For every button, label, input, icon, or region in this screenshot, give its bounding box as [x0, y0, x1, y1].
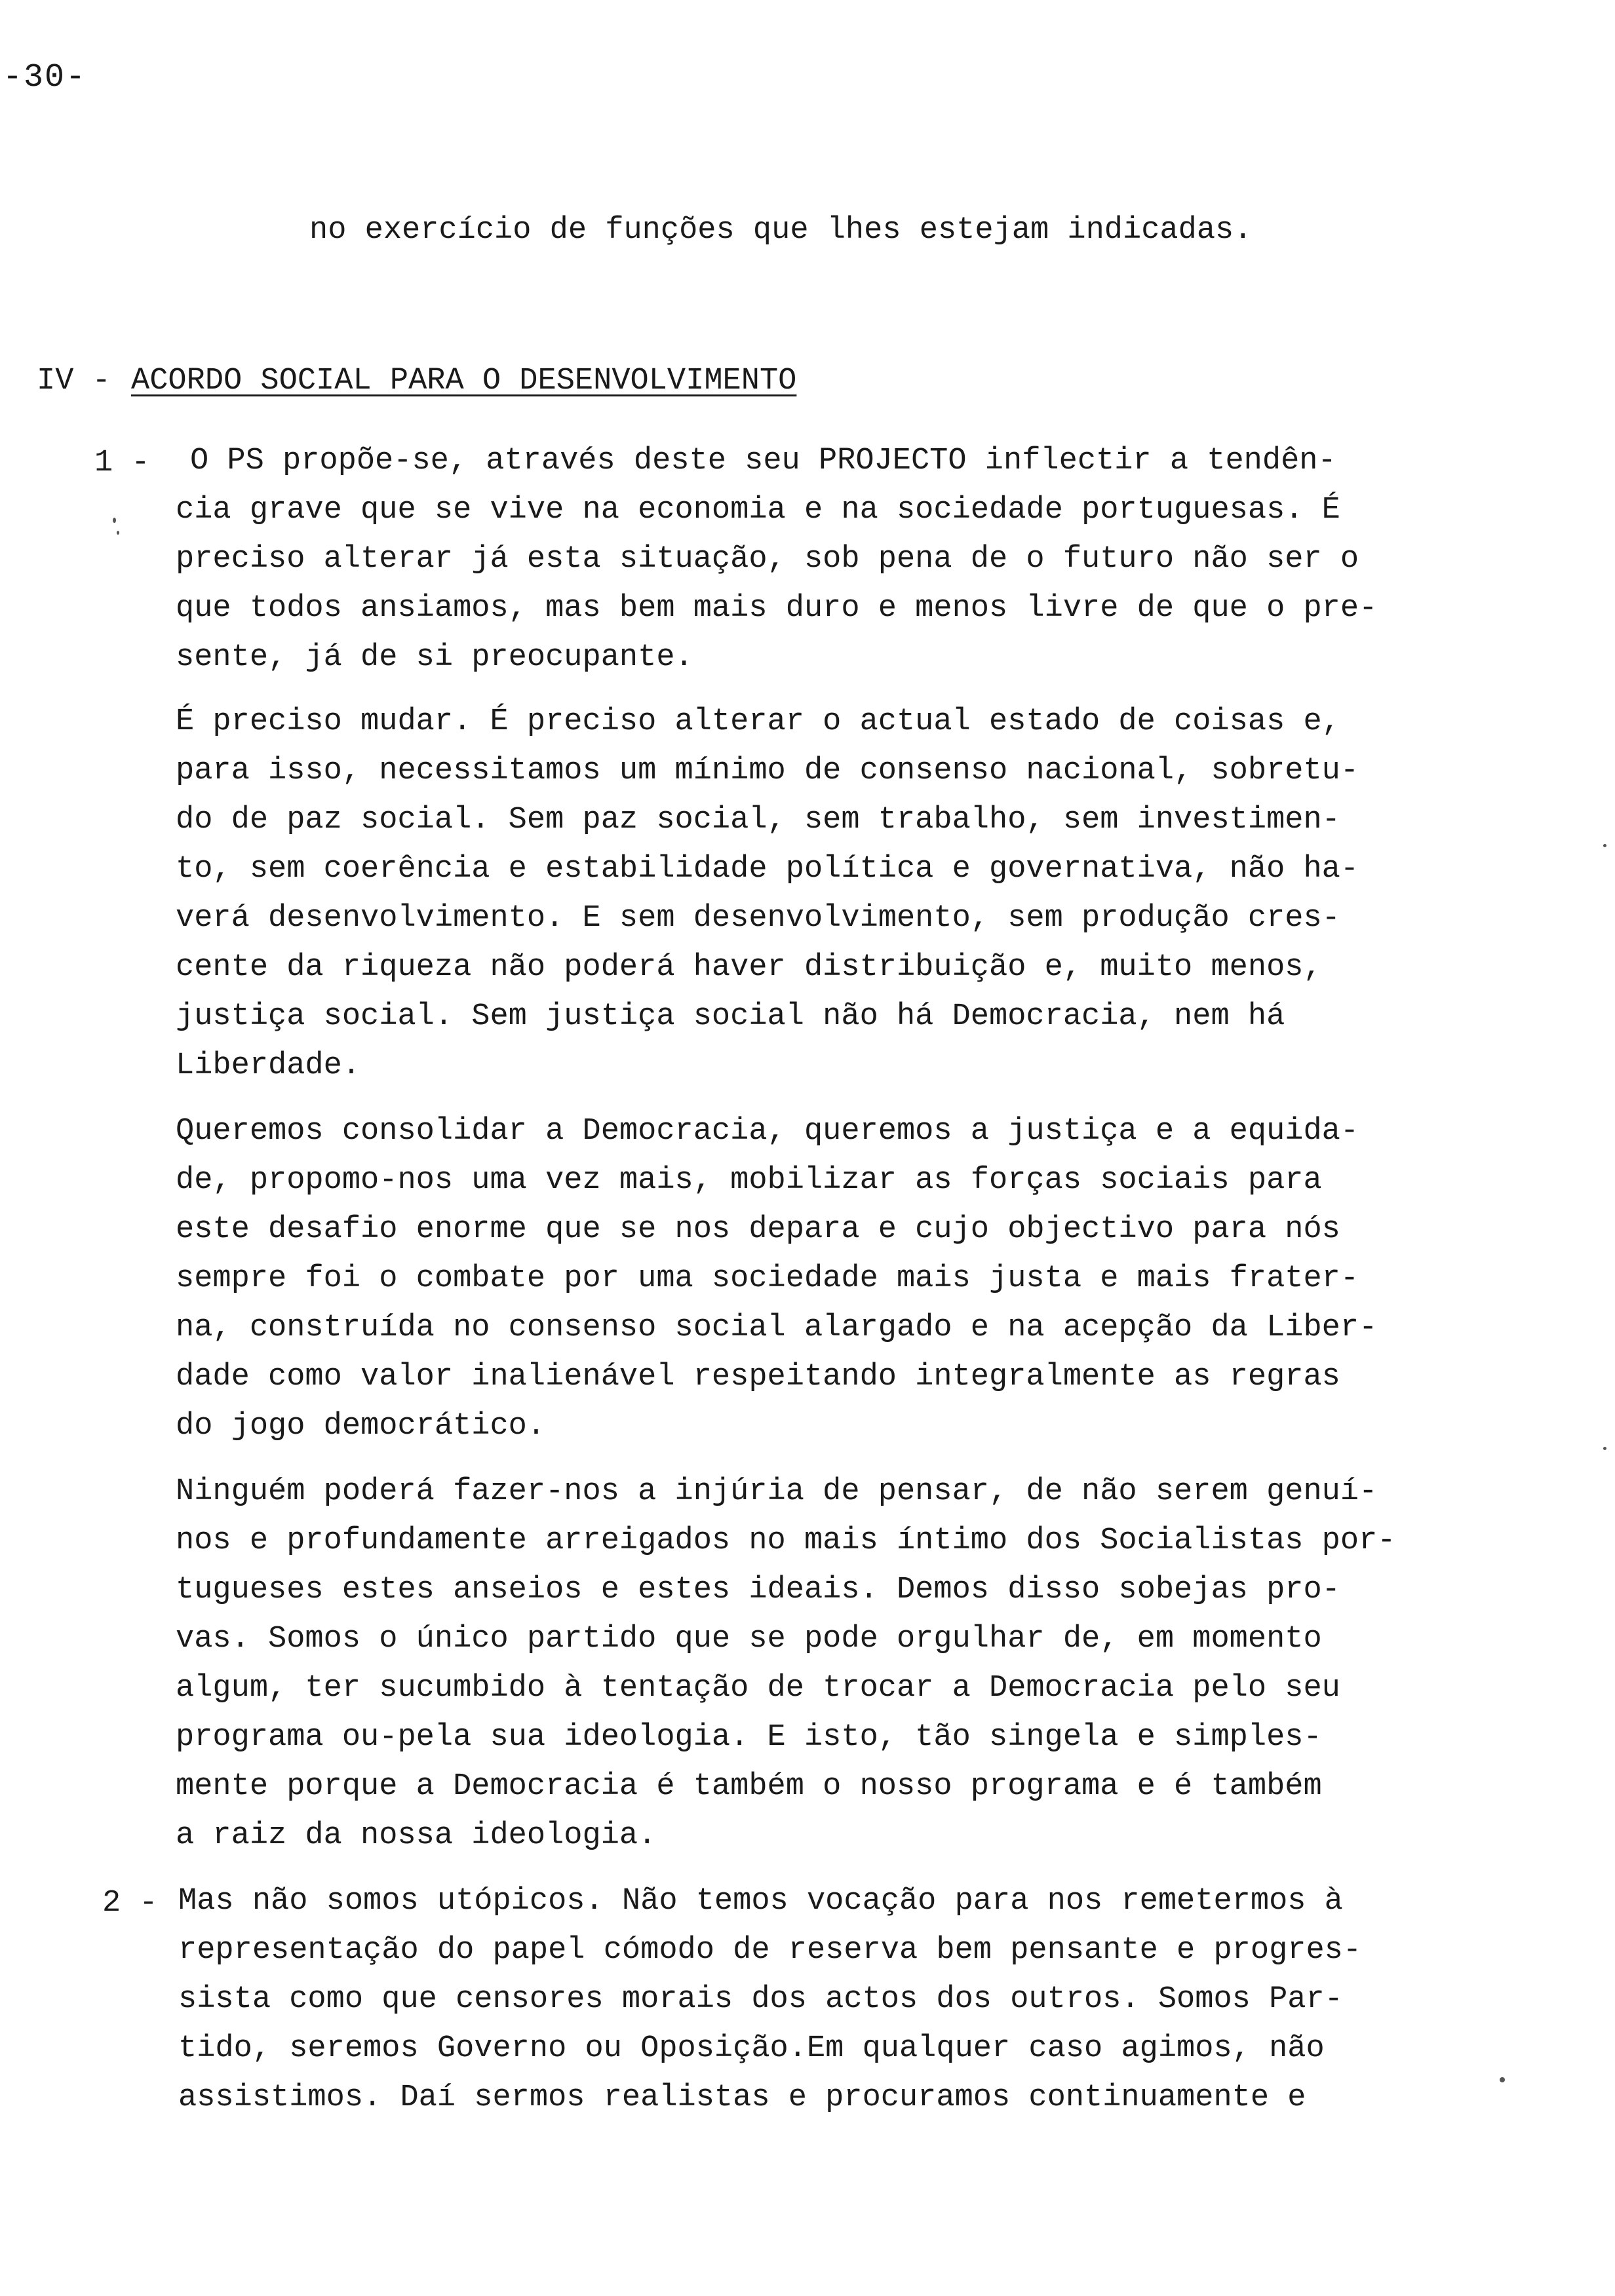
- scan-speck: [1603, 844, 1606, 847]
- text-line: Liberdade.: [176, 1048, 361, 1083]
- text-line: cente da riqueza não poderá haver distribuição e, muito menos,: [176, 950, 1322, 985]
- text-line: preciso alterar já esta situação, sob pena de o futuro não ser o: [176, 542, 1359, 577]
- text-line: representação do papel cómodo de reserva bem pensante e progres-: [178, 1933, 1362, 1968]
- text-line: O PS propõe-se, através deste seu PROJECTO inflectir a tendên-: [190, 444, 1336, 478]
- text-line: de, propomo-nos uma vez mais, mobilizar as forças sociais para: [176, 1163, 1322, 1198]
- text-line: Ninguém poderá fazer-nos a injúria de pensar, de não serem genuí-: [176, 1474, 1378, 1509]
- text-line: verá desenvolvimento. E sem desenvolvimento, sem produção cres-: [176, 901, 1340, 936]
- text-line: sista como que censores morais dos actos dos outros. Somos Par-: [178, 1982, 1343, 2017]
- text-line: na, construída no consenso social alargado e na acepção da Liber-: [176, 1311, 1378, 1345]
- text-line: do de paz social. Sem paz social, sem trabalho, sem investimen-: [176, 803, 1340, 837]
- text-line: assistimos. Daí sermos realistas e procuramos continuamente e: [178, 2080, 1306, 2115]
- text-line: sempre foi o combate por uma sociedade mais justa e mais frater-: [176, 1261, 1359, 1296]
- text-line: Mas não somos utópicos. Não temos vocação para nos remetermos à: [178, 1884, 1343, 1919]
- text-line: que todos ansiamos, mas bem mais duro e menos livre de que o pre-: [176, 591, 1378, 626]
- text-line: justiça social. Sem justiça social não há Democracia, nem há: [176, 999, 1285, 1034]
- text-line: tugueses estes anseios e estes ideais. Demos disso sobejas pro-: [176, 1573, 1340, 1607]
- text-line: to, sem coerência e estabilidade política e governativa, não ha-: [176, 852, 1359, 887]
- text-line: cia grave que se vive na economia e na sociedade portuguesas. É: [176, 493, 1340, 527]
- item-number: 1 -: [94, 446, 150, 480]
- text-line: tido, seremos Governo ou Oposição.Em qualquer caso agimos, não: [178, 2031, 1325, 2066]
- text-line: Queremos consolidar a Democracia, queremos a justiça e a equida-: [176, 1114, 1359, 1149]
- text-line: mente porque a Democracia é também o nosso programa e é também: [176, 1769, 1322, 1804]
- text-line: para isso, necessitamos um mínimo de consenso nacional, sobretu-: [176, 754, 1359, 788]
- text-line: programa ou-pela sua ideologia. E isto, tão singela e simples-: [176, 1720, 1322, 1755]
- scan-speck: [1500, 2077, 1505, 2082]
- section-roman-numeral: IV -: [37, 364, 111, 398]
- section-title: ACORDO SOCIAL PARA O DESENVOLVIMENTO: [131, 364, 797, 398]
- text-line: este desafio enorme que se nos depara e cujo objectivo para nós: [176, 1212, 1340, 1247]
- text-line: sente, já de si preocupante.: [176, 640, 693, 675]
- scan-speck: [113, 518, 116, 523]
- page-number: -30-: [3, 59, 87, 96]
- text-line: vas. Somos o único partido que se pode orgulhar de, em momento: [176, 1622, 1322, 1656]
- continuation-line: no exercício de funções que lhes estejam indicadas.: [309, 213, 1253, 248]
- scan-speck: [1603, 1447, 1606, 1450]
- text-line: do jogo democrático.: [176, 1409, 546, 1444]
- item-number: 2 -: [102, 1886, 158, 1921]
- text-line: nos e profundamente arreigados no mais íntimo dos Socialistas por-: [176, 1523, 1396, 1558]
- text-line: a raiz da nossa ideologia.: [176, 1818, 657, 1853]
- text-line: algum, ter sucumbido à tentação de trocar a Democracia pelo seu: [176, 1671, 1340, 1706]
- scan-speck: [117, 531, 119, 535]
- text-line: dade como valor inalienável respeitando integralmente as regras: [176, 1360, 1340, 1394]
- text-line: É preciso mudar. É preciso alterar o actual estado de coisas e,: [176, 704, 1340, 739]
